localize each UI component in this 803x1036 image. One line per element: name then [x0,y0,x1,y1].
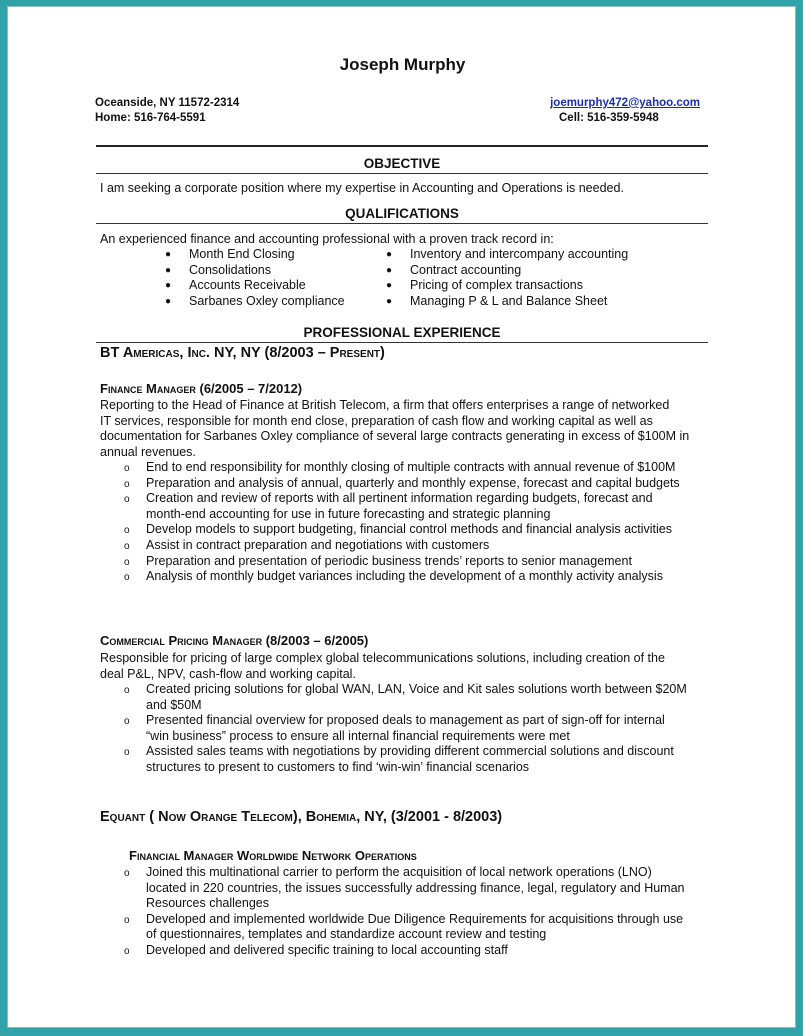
bullet-icon: ● [386,280,393,292]
bullet-icon: ● [386,249,393,260]
resume-page [7,6,796,1028]
cell-phone: Cell: 516-359-5948 [559,112,659,124]
job-title-financial-manager-wno: Financial Manager Worldwide Network Operations [129,848,417,863]
circle-bullet-icon: o [124,556,130,568]
job-title-finance-manager: Finance Manager (6/2005 – 7/2012) [100,381,303,396]
bullet-icon: ● [165,280,172,292]
circle-bullet-icon: o [124,463,130,474]
circle-bullet-icon: o [124,494,130,506]
address: Oceanside, NY 11572-2314 [95,97,240,109]
list-item: ● Pricing of complex transactions [386,278,583,293]
divider [96,145,708,147]
job1-responsibilities [124,460,716,585]
circle-bullet-icon: o [124,525,130,537]
circle-bullet-icon: o [124,716,130,728]
job1-description: Reporting to the Head of Finance at British Telecom, a firm that offers enterprises a range of networked IT services, responsible for month end close, preparation of cash flow and working capital as well as documentation for Sarbanes Oxley compliance of several large contracts generating in excess of $100M in annual revenues. [100,398,690,459]
objective-text: I am seeking a corporate position where my expertise in Accounting and Operations is needed. [100,181,624,195]
home-phone: Home: 516-764-5591 [95,112,206,124]
list-item: o Creation and review of reports with all pertinent information regarding budgets, forecast and month-end accounting for use in future forecasting and strategic planning [124,491,653,521]
list-item: ● Accounts Receivable [165,278,306,293]
experience-heading: PROFESSIONAL EXPERIENCE [303,325,501,340]
job2-description: Responsible for pricing of large complex global telecommunications solutions, including creation of the deal P&L, NPV, cash-flow and working capital. [100,651,665,681]
list-item: o Analysis of monthly budget variances including the development of a monthly activity analysis [146,569,716,585]
job-title-commercial-pricing-manager: Commercial Pricing Manager (8/2003 – 6/2005) [100,633,369,648]
list-item: o Assisted sales teams with negotiations by providing different commercial solutions and discount structures to present to customers to find ‘win-win’ financial scenarios [124,744,674,774]
list-item: ● Inventory and intercompany accounting [386,247,629,261]
circle-bullet-icon: o [124,868,130,879]
circle-bullet-icon: o [124,914,130,926]
bullet-icon: ● [165,249,172,260]
qualifications-heading: QUALIFICATIONS [345,206,459,221]
list-item: o Develop models to support budgeting, financial control methods and financial analysis activities [146,522,716,538]
circle-bullet-icon: o [124,747,130,759]
list-item: ● Managing P & L and Balance Sheet [386,293,608,308]
list-item: ● Consolidations [165,262,271,277]
circle-bullet-icon: o [124,478,130,490]
company-bt-americas: BT Americas, Inc. NY, NY (8/2003 – Present) [100,345,385,361]
objective-heading: OBJECTIVE [363,156,441,171]
list-item: o Joined this multinational carrier to perform the acquisition of local network operations (LNO) located in 220 countries, the issues successfully addressing finance, legal, regulatory and Human Resources challenges [124,865,685,911]
bullet-icon: ● [165,264,172,276]
job2-responsibilities [124,682,716,776]
email-link[interactable]: joemurphy472@yahoo.com [550,97,700,109]
company-equant: Equant ( Now Orange Telecom), Bohemia, NY, (3/2001 - 8/2003) [100,809,503,825]
list-item: o Created pricing solutions for global WAN, LAN, Voice and Kit sales solutions worth between $20M and $50M [124,682,687,712]
list-item: ● Month End Closing [165,247,295,261]
list-item: o Assist in contract preparation and negotiations with customers [146,538,716,554]
bullet-icon: ● [165,295,172,307]
list-item: o Preparation and analysis of annual, quarterly and monthly expense, forecast and capital budgets [146,476,716,492]
circle-bullet-icon: o [124,685,130,696]
divider [96,342,708,343]
bullet-icon: ● [386,264,393,276]
list-item: o Developed and delivered specific training to local accounting staff [146,943,716,959]
job3-responsibilities [124,865,716,959]
list-item: ● Sarbanes Oxley compliance [165,293,345,308]
divider [96,173,708,174]
list-item: o Presented financial overview for proposed deals to management as part of sign-off for internal “win business” process to ensure all internal financial requirements were met [124,713,665,743]
bullet-icon: ● [386,295,393,307]
list-item: ● Contract accounting [386,262,522,277]
qualifications-left-list [165,247,389,309]
candidate-name: Joseph Murphy [339,55,466,74]
divider [96,223,708,224]
qualifications-right-list [386,247,710,309]
circle-bullet-icon: o [124,540,130,552]
circle-bullet-icon: o [124,572,130,584]
list-item: o End to end responsibility for monthly closing of multiple contracts with annual revenue of $100M [146,460,716,476]
circle-bullet-icon: o [124,945,130,957]
list-item: o Developed and implemented worldwide Due Diligence Requirements for acquisitions through use of questionnaires, templates and standardize account review and testing [124,911,684,942]
qualifications-intro: An experienced finance and accounting professional with a proven track record in: [100,232,554,246]
list-item: o Preparation and presentation of periodic business trends’ reports to senior management [146,554,716,570]
